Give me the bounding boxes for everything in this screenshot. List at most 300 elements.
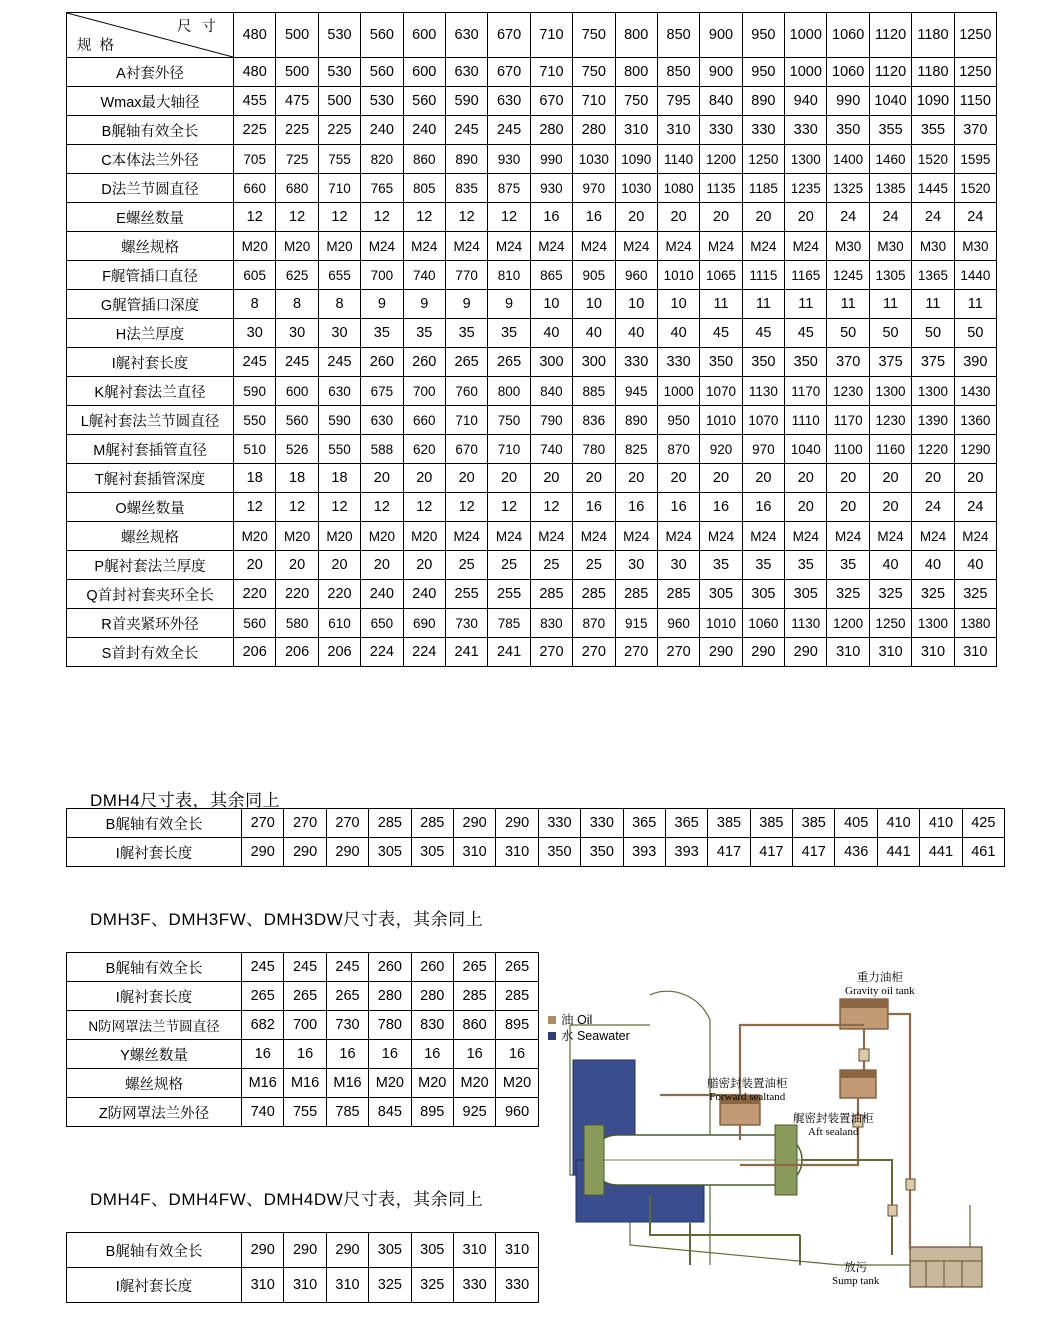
- cell: 20: [615, 464, 657, 493]
- table-row: [67, 435, 997, 464]
- cell: M20: [276, 522, 318, 551]
- cell: 560: [361, 58, 403, 87]
- cell: 290: [284, 1233, 326, 1268]
- label-gravity-oil-tank-cn: 重力油柜: [856, 972, 903, 984]
- cell: 285: [530, 580, 572, 609]
- dmh4f-table: [66, 1232, 539, 1303]
- dmh4f-body: [67, 1233, 539, 1303]
- cell: 710: [318, 174, 360, 203]
- cell: 1595: [954, 145, 996, 174]
- cell: 24: [954, 203, 996, 232]
- cell: 240: [361, 116, 403, 145]
- cell: M24: [742, 522, 784, 551]
- cell: 710: [573, 87, 615, 116]
- cell: 285: [411, 809, 453, 838]
- cell: 960: [657, 609, 699, 638]
- cell: 355: [912, 116, 954, 145]
- cell: 12: [488, 203, 530, 232]
- cell: 350: [827, 116, 869, 145]
- cell: 730: [445, 609, 487, 638]
- cell: 240: [361, 580, 403, 609]
- cell: 620: [403, 435, 445, 464]
- cell: M20: [453, 1069, 495, 1098]
- cell: 9: [445, 290, 487, 319]
- cell: 670: [530, 87, 572, 116]
- cell: 25: [488, 551, 530, 580]
- cell: 890: [742, 87, 784, 116]
- header-cell: 600: [403, 13, 445, 58]
- cell: 30: [234, 319, 276, 348]
- dmh3f-table: [66, 952, 539, 1127]
- cell: 280: [411, 982, 453, 1011]
- cell: 393: [623, 838, 665, 867]
- cell: 9: [403, 290, 445, 319]
- cell: 840: [530, 377, 572, 406]
- cell: 240: [403, 580, 445, 609]
- cell: 1230: [827, 377, 869, 406]
- cell: 588: [361, 435, 403, 464]
- cell: 12: [488, 493, 530, 522]
- cell: 265: [445, 348, 487, 377]
- row-label: 螺丝规格: [67, 522, 234, 551]
- cell: 1200: [827, 609, 869, 638]
- cell: 12: [318, 493, 360, 522]
- cell: 1250: [954, 58, 996, 87]
- cell: 710: [530, 58, 572, 87]
- cell: 1030: [573, 145, 615, 174]
- cell: 220: [318, 580, 360, 609]
- cell: 245: [276, 348, 318, 377]
- cell: 1520: [912, 145, 954, 174]
- cell: 330: [581, 809, 623, 838]
- cell: 385: [793, 809, 835, 838]
- cell: 30: [276, 319, 318, 348]
- cell: 9: [488, 290, 530, 319]
- cell: 220: [234, 580, 276, 609]
- cell: 10: [530, 290, 572, 319]
- cell: 240: [403, 116, 445, 145]
- cell: 390: [954, 348, 996, 377]
- cell: 260: [361, 348, 403, 377]
- cell: 660: [234, 174, 276, 203]
- row-label: Z防网罩法兰外径: [67, 1098, 242, 1127]
- cell: 370: [954, 116, 996, 145]
- cell: 310: [453, 1233, 495, 1268]
- cell: 224: [361, 638, 403, 667]
- cell: 530: [361, 87, 403, 116]
- cell: 560: [234, 609, 276, 638]
- cell: 10: [615, 290, 657, 319]
- cell: 330: [453, 1268, 495, 1303]
- cell: 850: [657, 58, 699, 87]
- cell: 455: [234, 87, 276, 116]
- label-sump-tank: [832, 1262, 879, 1288]
- cell: 1060: [827, 58, 869, 87]
- cell: 241: [488, 638, 530, 667]
- cell: 206: [276, 638, 318, 667]
- cell: 285: [615, 580, 657, 609]
- cell: 25: [445, 551, 487, 580]
- table-row: [67, 1011, 539, 1040]
- cell: 675: [361, 377, 403, 406]
- diagram-legend: [548, 1012, 630, 1044]
- cell: 1040: [869, 87, 911, 116]
- cell: 705: [234, 145, 276, 174]
- cell: 16: [615, 493, 657, 522]
- cell: M20: [276, 232, 318, 261]
- cell: 1170: [827, 406, 869, 435]
- cell: 290: [242, 838, 284, 867]
- cell: 285: [657, 580, 699, 609]
- cell: 285: [496, 982, 538, 1011]
- row-label: F艉管插口直径: [67, 261, 234, 290]
- cell: 1135: [700, 174, 742, 203]
- cell: 393: [665, 838, 707, 867]
- cell: 355: [869, 116, 911, 145]
- cell: 770: [445, 261, 487, 290]
- cell: 385: [750, 809, 792, 838]
- cell: 24: [869, 203, 911, 232]
- oil-swatch-icon: [548, 1016, 556, 1024]
- cell: 1010: [700, 609, 742, 638]
- cell: 12: [403, 493, 445, 522]
- table-row: [67, 406, 997, 435]
- cell: 35: [827, 551, 869, 580]
- cell: 8: [318, 290, 360, 319]
- cell: 750: [488, 406, 530, 435]
- cell: 860: [403, 145, 445, 174]
- cell: 750: [615, 87, 657, 116]
- header-cell: 900: [700, 13, 742, 58]
- cell: M20: [403, 522, 445, 551]
- cell: 20: [276, 551, 318, 580]
- cell: 300: [573, 348, 615, 377]
- table-row: [67, 522, 997, 551]
- row-label: H法兰厚度: [67, 319, 234, 348]
- cell: 24: [912, 203, 954, 232]
- cell: 1010: [700, 406, 742, 435]
- header-cell: 530: [318, 13, 360, 58]
- cell: M24: [869, 522, 911, 551]
- table-row: [67, 232, 997, 261]
- row-label: L艉衬套法兰节圆直径: [67, 406, 234, 435]
- header-cell: 950: [742, 13, 784, 58]
- cell: 1300: [869, 377, 911, 406]
- cell: 1140: [657, 145, 699, 174]
- table-row: [67, 609, 997, 638]
- cell: 930: [530, 174, 572, 203]
- cell: 40: [869, 551, 911, 580]
- cell: 10: [573, 290, 615, 319]
- cell: 35: [700, 551, 742, 580]
- cell: 526: [276, 435, 318, 464]
- cell: 1070: [700, 377, 742, 406]
- row-label: 螺丝规格: [67, 1069, 242, 1098]
- cell: 700: [284, 1011, 326, 1040]
- cell: 310: [326, 1268, 368, 1303]
- cell: 20: [234, 551, 276, 580]
- cell: 605: [234, 261, 276, 290]
- cell: 1245: [827, 261, 869, 290]
- cell: M20: [318, 522, 360, 551]
- cell: 580: [276, 609, 318, 638]
- cell: 1305: [869, 261, 911, 290]
- cell: M24: [657, 232, 699, 261]
- row-label: B艉轴有效全长: [67, 1233, 242, 1268]
- cell: 290: [326, 838, 368, 867]
- cell: 40: [573, 319, 615, 348]
- row-label: G艉管插口深度: [67, 290, 234, 319]
- cell: M24: [573, 522, 615, 551]
- cell: 1080: [657, 174, 699, 203]
- cell: 12: [361, 203, 403, 232]
- cell: 1010: [657, 261, 699, 290]
- table-row: [67, 174, 997, 203]
- cell: 1120: [869, 58, 911, 87]
- row-label: K艉衬套法兰直径: [67, 377, 234, 406]
- cell: 16: [496, 1040, 538, 1069]
- row-label: I艉衬套长度: [67, 1268, 242, 1303]
- cell: 24: [912, 493, 954, 522]
- cell: 750: [573, 58, 615, 87]
- cell: 16: [742, 493, 784, 522]
- cell: 11: [954, 290, 996, 319]
- cell: 16: [573, 493, 615, 522]
- cell: 20: [869, 464, 911, 493]
- header-cell: 710: [530, 13, 572, 58]
- cell: 1115: [742, 261, 784, 290]
- cell: 20: [700, 464, 742, 493]
- cell: 10: [657, 290, 699, 319]
- cell: 270: [242, 809, 284, 838]
- cell: 1165: [785, 261, 827, 290]
- label-sump-tank-en: Sump tank: [832, 1275, 880, 1287]
- header-cell: 1180: [912, 13, 954, 58]
- cell: 20: [912, 464, 954, 493]
- cell: 682: [242, 1011, 284, 1040]
- cell: 305: [411, 1233, 453, 1268]
- cell: 325: [411, 1268, 453, 1303]
- cell: 1220: [912, 435, 954, 464]
- cell: 20: [615, 203, 657, 232]
- header-cell: 1250: [954, 13, 996, 58]
- cell: M20: [318, 232, 360, 261]
- cell: 1110: [785, 406, 827, 435]
- row-label: P艉衬套法兰厚度: [67, 551, 234, 580]
- cell: 310: [496, 1233, 538, 1268]
- cell: 1300: [912, 377, 954, 406]
- cell: 890: [445, 145, 487, 174]
- cell: 245: [318, 348, 360, 377]
- cell: 330: [657, 348, 699, 377]
- cell: 18: [318, 464, 360, 493]
- cell: M24: [403, 232, 445, 261]
- dmh3f-body: [67, 953, 539, 1127]
- cell: 740: [403, 261, 445, 290]
- cell: 20: [657, 203, 699, 232]
- cell: 1235: [785, 174, 827, 203]
- cell: 16: [657, 493, 699, 522]
- header-cell: 1060: [827, 13, 869, 58]
- header-cell: 500: [276, 13, 318, 58]
- cell: 441: [877, 838, 919, 867]
- cell: 310: [496, 838, 538, 867]
- cell: 417: [750, 838, 792, 867]
- cell: 560: [403, 87, 445, 116]
- cell: M20: [496, 1069, 538, 1098]
- cell: 760: [445, 377, 487, 406]
- cell: 25: [573, 551, 615, 580]
- cell: 461: [962, 838, 1004, 867]
- cell: 990: [827, 87, 869, 116]
- cell: 1230: [869, 406, 911, 435]
- cell: 325: [869, 580, 911, 609]
- cell: 245: [445, 116, 487, 145]
- cell: 16: [453, 1040, 495, 1069]
- cell: 1090: [615, 145, 657, 174]
- cell: 224: [403, 638, 445, 667]
- cell: 375: [912, 348, 954, 377]
- cell: 1070: [742, 406, 784, 435]
- cell: 475: [276, 87, 318, 116]
- cell: 865: [530, 261, 572, 290]
- table-row: [67, 1069, 539, 1098]
- table-row: [67, 377, 997, 406]
- cell: 1440: [954, 261, 996, 290]
- cell: 510: [234, 435, 276, 464]
- cell: 8: [234, 290, 276, 319]
- cell: 870: [657, 435, 699, 464]
- cell: 1325: [827, 174, 869, 203]
- cell: 20: [827, 464, 869, 493]
- cell: 1460: [869, 145, 911, 174]
- row-label: I艉衬套长度: [67, 348, 234, 377]
- cell: 16: [411, 1040, 453, 1069]
- cell: M24: [700, 232, 742, 261]
- cell: 270: [326, 809, 368, 838]
- cell: 20: [827, 493, 869, 522]
- cell: 530: [318, 58, 360, 87]
- cell: 710: [445, 406, 487, 435]
- cell: M24: [530, 232, 572, 261]
- cell: 45: [700, 319, 742, 348]
- section-caption-dmh4f: DMH4F、DMH4FW、DMH4DW尺寸表，其余同上: [90, 1190, 484, 1209]
- cell: 350: [538, 838, 580, 867]
- cell: 225: [318, 116, 360, 145]
- cell: 840: [700, 87, 742, 116]
- cell: 245: [242, 953, 284, 982]
- cell: 1160: [869, 435, 911, 464]
- cell: 30: [657, 551, 699, 580]
- cell: 1360: [954, 406, 996, 435]
- row-label: I艉衬套长度: [67, 838, 242, 867]
- table-row: [67, 58, 997, 87]
- cell: 20: [742, 203, 784, 232]
- table-row: [67, 203, 997, 232]
- row-label: Wmax最大轴径: [67, 87, 234, 116]
- header-cell: 560: [361, 13, 403, 58]
- cell: M24: [530, 522, 572, 551]
- table-row: [67, 580, 997, 609]
- cell: 765: [361, 174, 403, 203]
- table-row: [67, 493, 997, 522]
- cell: 1365: [912, 261, 954, 290]
- cell: 830: [530, 609, 572, 638]
- cell: 25: [530, 551, 572, 580]
- cell: 870: [573, 609, 615, 638]
- cell: 50: [827, 319, 869, 348]
- table-row: [67, 953, 539, 982]
- stern-tube: [584, 1125, 802, 1195]
- cell: 11: [827, 290, 869, 319]
- cell: 1060: [742, 609, 784, 638]
- cell: 280: [530, 116, 572, 145]
- cell: M30: [912, 232, 954, 261]
- cell: 780: [573, 435, 615, 464]
- cell: 16: [242, 1040, 284, 1069]
- table-row: [67, 982, 539, 1011]
- cell: 285: [573, 580, 615, 609]
- cell: 560: [276, 406, 318, 435]
- cell: 500: [318, 87, 360, 116]
- table-row: [67, 290, 997, 319]
- cell: M24: [657, 522, 699, 551]
- cell: 310: [954, 638, 996, 667]
- cell: 310: [869, 638, 911, 667]
- cell: 310: [827, 638, 869, 667]
- cell: M24: [700, 522, 742, 551]
- cell: 425: [962, 809, 1004, 838]
- cell: M24: [445, 232, 487, 261]
- header-cell: 480: [234, 13, 276, 58]
- cell: 670: [488, 58, 530, 87]
- cell: 35: [361, 319, 403, 348]
- cell: 30: [318, 319, 360, 348]
- cell: 45: [742, 319, 784, 348]
- row-label: C本体法兰外径: [67, 145, 234, 174]
- cell: 50: [912, 319, 954, 348]
- cell: 780: [369, 1011, 411, 1040]
- cell: M16: [326, 1069, 368, 1098]
- row-label: M艉衬套插管直径: [67, 435, 234, 464]
- cell: 285: [369, 809, 411, 838]
- cell: 305: [411, 838, 453, 867]
- cell: 35: [403, 319, 445, 348]
- cell: 12: [445, 203, 487, 232]
- cell: 417: [793, 838, 835, 867]
- dmh4-table: [66, 808, 1005, 867]
- label-gravity-oil-tank-en: Gravity oil tank: [845, 985, 915, 997]
- table-row: [67, 809, 1005, 838]
- cell: 375: [869, 348, 911, 377]
- cell: 1170: [785, 377, 827, 406]
- cell: 16: [530, 203, 572, 232]
- cell: 280: [369, 982, 411, 1011]
- cell: 1250: [869, 609, 911, 638]
- cell: 245: [284, 953, 326, 982]
- cell: 325: [369, 1268, 411, 1303]
- cell: 40: [657, 319, 699, 348]
- sump-tank: [910, 1247, 982, 1287]
- cell: 310: [657, 116, 699, 145]
- cell: 20: [318, 551, 360, 580]
- cell: 305: [700, 580, 742, 609]
- cell: 16: [573, 203, 615, 232]
- cell: 725: [276, 145, 318, 174]
- cell: 330: [785, 116, 827, 145]
- cell: 890: [615, 406, 657, 435]
- cell: 1390: [912, 406, 954, 435]
